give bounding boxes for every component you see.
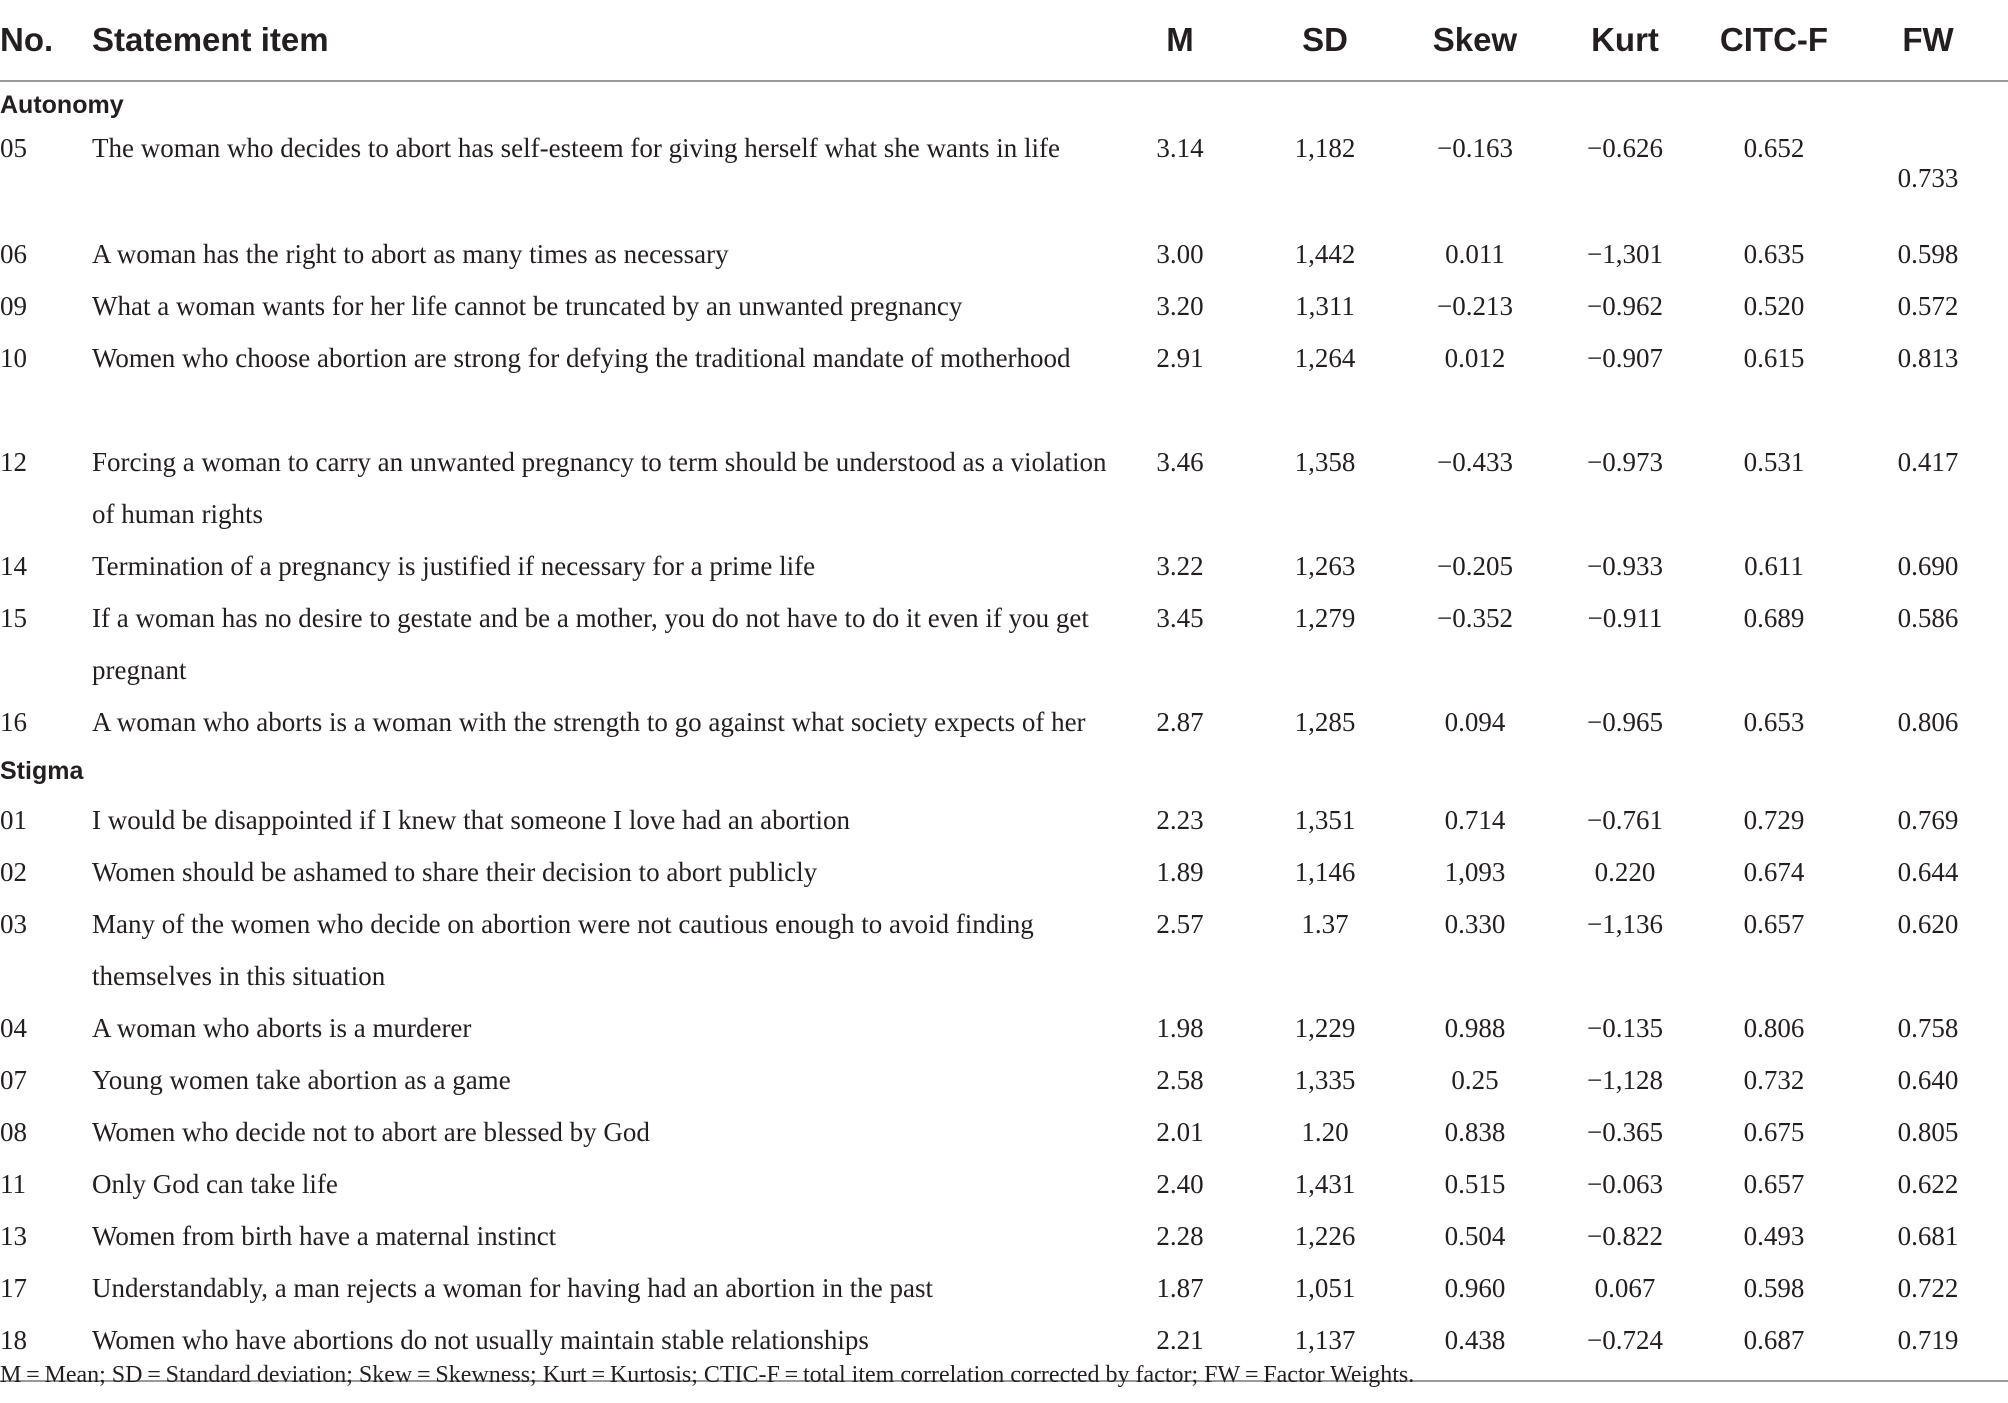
citc-f-value: 0.615 — [1743, 343, 1805, 373]
skew-value: 0.011 — [1445, 239, 1505, 269]
sd-value: 1,229 — [1294, 1013, 1356, 1043]
mean-value: 3.22 — [1156, 551, 1204, 581]
mean-value: 3.46 — [1156, 447, 1204, 477]
statement-item: I would be disappointed if I knew that someone I love had an abortion — [92, 805, 851, 835]
item-number: 01 — [0, 805, 27, 835]
skew-value: 0.504 — [1444, 1221, 1506, 1251]
table-row — [0, 794, 2008, 846]
statement-item: Women should be ashamed to share their decision to abort publicly — [92, 857, 818, 887]
item-number: 15 — [0, 603, 27, 633]
citc-f-value: 0.520 — [1743, 291, 1805, 321]
fw-value: 0.769 — [1897, 805, 1959, 835]
table-row — [0, 1106, 2008, 1158]
kurt-value: −0.626 — [1587, 133, 1663, 163]
citc-f-value: 0.531 — [1743, 447, 1805, 477]
sd-value: 1,137 — [1250, 1314, 1400, 1381]
citc-f-value: 0.729 — [1743, 805, 1805, 835]
skew-value: −0.352 — [1437, 603, 1513, 633]
item-number: 08 — [0, 1117, 27, 1147]
section-row — [0, 748, 2008, 794]
table-row — [0, 898, 2008, 1002]
statement-item: A woman has the right to abort as many times as necessary — [92, 239, 729, 269]
table-row — [0, 1210, 2008, 1262]
sd-value: 1,335 — [1294, 1065, 1356, 1095]
fw-value: 0.644 — [1897, 857, 1959, 887]
fw-value: 0.681 — [1897, 1221, 1959, 1251]
kurt-value: −0.822 — [1587, 1221, 1663, 1251]
kurt-value: −0.724 — [1550, 1314, 1700, 1381]
fw-value: 0.622 — [1897, 1169, 1959, 1199]
table-row — [0, 540, 2008, 592]
mean-value: 3.00 — [1156, 239, 1204, 269]
citc-f-value: 0.657 — [1743, 1169, 1805, 1199]
table-row — [0, 1054, 2008, 1106]
table-body — [0, 81, 2008, 1381]
skew-value: −0.205 — [1437, 551, 1513, 581]
sd-value: 1,358 — [1294, 447, 1356, 477]
kurt-value: −0.907 — [1587, 343, 1663, 373]
item-number: 13 — [0, 1221, 27, 1251]
mean-value: 2.28 — [1156, 1221, 1204, 1251]
sd-value: 1,442 — [1294, 239, 1356, 269]
header-mean: M — [1110, 0, 1250, 81]
mean-value: 2.21 — [1110, 1314, 1250, 1381]
mean-value: 1.89 — [1156, 857, 1204, 887]
statement-item: Termination of a pregnancy is justified if necessary for a prime life — [92, 551, 816, 581]
skew-value: 0.988 — [1444, 1013, 1506, 1043]
mean-value: 1.98 — [1156, 1013, 1204, 1043]
citc-f-value: 0.689 — [1743, 603, 1805, 633]
mean-value: 2.23 — [1156, 805, 1204, 835]
statement-item: Forcing a woman to carry an unwanted pregnancy to term should be understood as a violation of human rights — [92, 447, 1107, 529]
citc-f-value: 0.652 — [1743, 133, 1805, 163]
table-footnote: M = Mean; SD = Standard deviation; Skew = Skewness; Kurt = Kurtosis; CTIC-F = total item correlation corrected by factor; FW = Factor Weights. — [0, 1362, 1415, 1388]
mean-value: 2.57 — [1156, 909, 1204, 939]
fw-value: 0.572 — [1897, 291, 1959, 321]
table-row — [0, 1262, 2008, 1314]
statement-item: Women who choose abortion are strong for defying the traditional mandate of motherhood — [92, 343, 1071, 373]
table-row — [0, 436, 2008, 540]
statement-item: The woman who decides to abort has self-esteem for giving herself what she wants in life — [92, 133, 1060, 163]
kurt-value: −0.965 — [1587, 707, 1663, 737]
table-row — [0, 228, 2008, 280]
fw-value: 0.733 — [1897, 163, 1959, 193]
item-number: 04 — [0, 1013, 27, 1043]
skew-value: 0.438 — [1400, 1314, 1550, 1381]
citc-f-value: 0.732 — [1743, 1065, 1805, 1095]
citc-f-value: 0.657 — [1743, 909, 1805, 939]
skew-value: 0.330 — [1444, 909, 1506, 939]
skew-value: 0.515 — [1444, 1169, 1506, 1199]
citc-f-value: 0.598 — [1743, 1273, 1805, 1303]
item-number: 09 — [0, 291, 27, 321]
item-number: 14 — [0, 551, 27, 581]
citc-f-value: 0.653 — [1743, 707, 1805, 737]
citc-f-value: 0.493 — [1743, 1221, 1805, 1251]
skew-value: −0.433 — [1437, 447, 1513, 477]
section-row — [0, 81, 2008, 128]
kurt-value: −0.962 — [1587, 291, 1663, 321]
kurt-value: −0.911 — [1587, 603, 1663, 633]
kurt-value: −1,301 — [1587, 239, 1663, 269]
statement-item: Understandably, a man rejects a woman for having had an abortion in the past — [92, 1273, 933, 1303]
table-row — [0, 846, 2008, 898]
item-number: 11 — [0, 1169, 26, 1199]
sd-value: 1.20 — [1301, 1117, 1349, 1147]
kurt-value: −1,128 — [1587, 1065, 1663, 1095]
fw-value: 0.813 — [1897, 343, 1959, 373]
mean-value: 3.20 — [1156, 291, 1204, 321]
header-sd: SD — [1250, 0, 1400, 81]
statement-item: Women from birth have a maternal instinct — [92, 1221, 557, 1251]
fw-value: 0.805 — [1897, 1117, 1959, 1147]
fw-value: 0.806 — [1897, 707, 1959, 737]
skew-value: 0.012 — [1444, 343, 1506, 373]
fw-value: 0.719 — [1848, 1314, 2008, 1381]
skew-value: 0.960 — [1444, 1273, 1506, 1303]
fw-value: 0.417 — [1897, 447, 1959, 477]
section-title: Stigma — [0, 757, 84, 785]
item-number: 02 — [0, 857, 27, 887]
item-number: 12 — [0, 447, 27, 477]
citc-f-value: 0.635 — [1743, 239, 1805, 269]
statement-item: Women who decide not to abort are blessed by God — [92, 1117, 650, 1147]
header-row — [0, 0, 2008, 81]
sd-value: 1,182 — [1294, 133, 1356, 163]
header-no: No. — [0, 0, 92, 81]
kurt-value: −0.933 — [1587, 551, 1663, 581]
statement-item: Many of the women who decide on abortion were not cautious enough to avoid finding themselves in this situation — [92, 909, 1034, 991]
sd-value: 1,226 — [1294, 1221, 1356, 1251]
table-row — [0, 128, 2008, 228]
mean-value: 2.40 — [1156, 1169, 1204, 1199]
fw-value: 0.620 — [1897, 909, 1959, 939]
mean-value: 3.14 — [1156, 133, 1204, 163]
citc-f-value: 0.806 — [1743, 1013, 1805, 1043]
item-number: 03 — [0, 909, 27, 939]
mean-value: 1.87 — [1156, 1273, 1204, 1303]
table-row — [0, 1158, 2008, 1210]
sd-value: 1,311 — [1295, 291, 1355, 321]
kurt-value: −0.761 — [1587, 805, 1663, 835]
kurt-value: 0.220 — [1594, 857, 1656, 887]
item-number: 17 — [0, 1273, 27, 1303]
mean-value: 2.58 — [1156, 1065, 1204, 1095]
kurt-value: −0.973 — [1587, 447, 1663, 477]
sd-value: 1,285 — [1294, 707, 1356, 737]
statement-item: Young women take abortion as a game — [92, 1065, 511, 1095]
sd-value: 1,264 — [1294, 343, 1356, 373]
item-number: 06 — [0, 239, 27, 269]
sd-value: 1,351 — [1294, 805, 1356, 835]
skew-value: 0.25 — [1451, 1065, 1499, 1095]
fw-value: 0.640 — [1897, 1065, 1959, 1095]
sd-value: 1.37 — [1301, 909, 1349, 939]
item-number: 05 — [0, 133, 27, 163]
sd-value: 1,051 — [1294, 1273, 1356, 1303]
kurt-value: −0.365 — [1587, 1117, 1663, 1147]
fw-value: 0.586 — [1897, 603, 1959, 633]
skew-value: −0.163 — [1437, 133, 1513, 163]
header-citc-f: CITC-F — [1700, 0, 1848, 81]
mean-value: 2.91 — [1156, 343, 1204, 373]
mean-value: 2.01 — [1156, 1117, 1204, 1147]
skew-value: 0.714 — [1444, 805, 1506, 835]
table-row — [0, 1002, 2008, 1054]
statement-item: Only God can take life — [92, 1169, 338, 1199]
item-number: 16 — [0, 707, 27, 737]
header-kurt: Kurt — [1550, 0, 1700, 81]
table-row — [0, 280, 2008, 332]
table-row — [0, 696, 2008, 748]
statement-item: What a woman wants for her life cannot be truncated by an unwanted pregnancy — [92, 291, 963, 321]
fw-value: 0.690 — [1897, 551, 1959, 581]
citc-f-value: 0.674 — [1743, 857, 1805, 887]
section-title: Autonomy — [0, 91, 124, 119]
fw-value: 0.722 — [1897, 1273, 1959, 1303]
citc-f-value: 0.675 — [1743, 1117, 1805, 1147]
statement-item: If a woman has no desire to gestate and be a mother, you do not have to do it even if you get pregnant — [92, 603, 1089, 685]
mean-value: 2.87 — [1156, 707, 1204, 737]
mean-value: 3.45 — [1156, 603, 1204, 633]
item-number: 07 — [0, 1065, 27, 1095]
kurt-value: 0.067 — [1594, 1273, 1656, 1303]
fw-value: 0.758 — [1897, 1013, 1959, 1043]
item-number: 10 — [0, 343, 27, 373]
item-number: 18 — [0, 1314, 92, 1381]
sd-value: 1,431 — [1294, 1169, 1356, 1199]
skew-value: 0.838 — [1444, 1117, 1506, 1147]
skew-value: 0.094 — [1444, 707, 1506, 737]
citc-f-value: 0.611 — [1744, 551, 1804, 581]
header-skew: Skew — [1400, 0, 1550, 81]
sd-value: 1,263 — [1294, 551, 1356, 581]
skew-value: −0.213 — [1437, 291, 1513, 321]
sd-value: 1,146 — [1294, 857, 1356, 887]
table-row — [0, 332, 2008, 436]
statement-item: A woman who aborts is a murderer — [92, 1013, 472, 1043]
sd-value: 1,279 — [1294, 603, 1356, 633]
citc-f-value: 0.687 — [1700, 1314, 1848, 1381]
table-row — [0, 592, 2008, 696]
skew-value: 1,093 — [1444, 857, 1506, 887]
header-fw: FW — [1848, 0, 2008, 81]
header-statement-item: Statement item — [92, 0, 1110, 81]
fw-value: 0.598 — [1897, 239, 1959, 269]
statement-item: Women who have abortions do not usually maintain stable relationships — [92, 1314, 1110, 1381]
kurt-value: −0.063 — [1587, 1169, 1663, 1199]
kurt-value: −1,136 — [1587, 909, 1663, 939]
statement-item: A woman who aborts is a woman with the strength to go against what society expects of her — [92, 707, 1086, 737]
kurt-value: −0.135 — [1587, 1013, 1663, 1043]
